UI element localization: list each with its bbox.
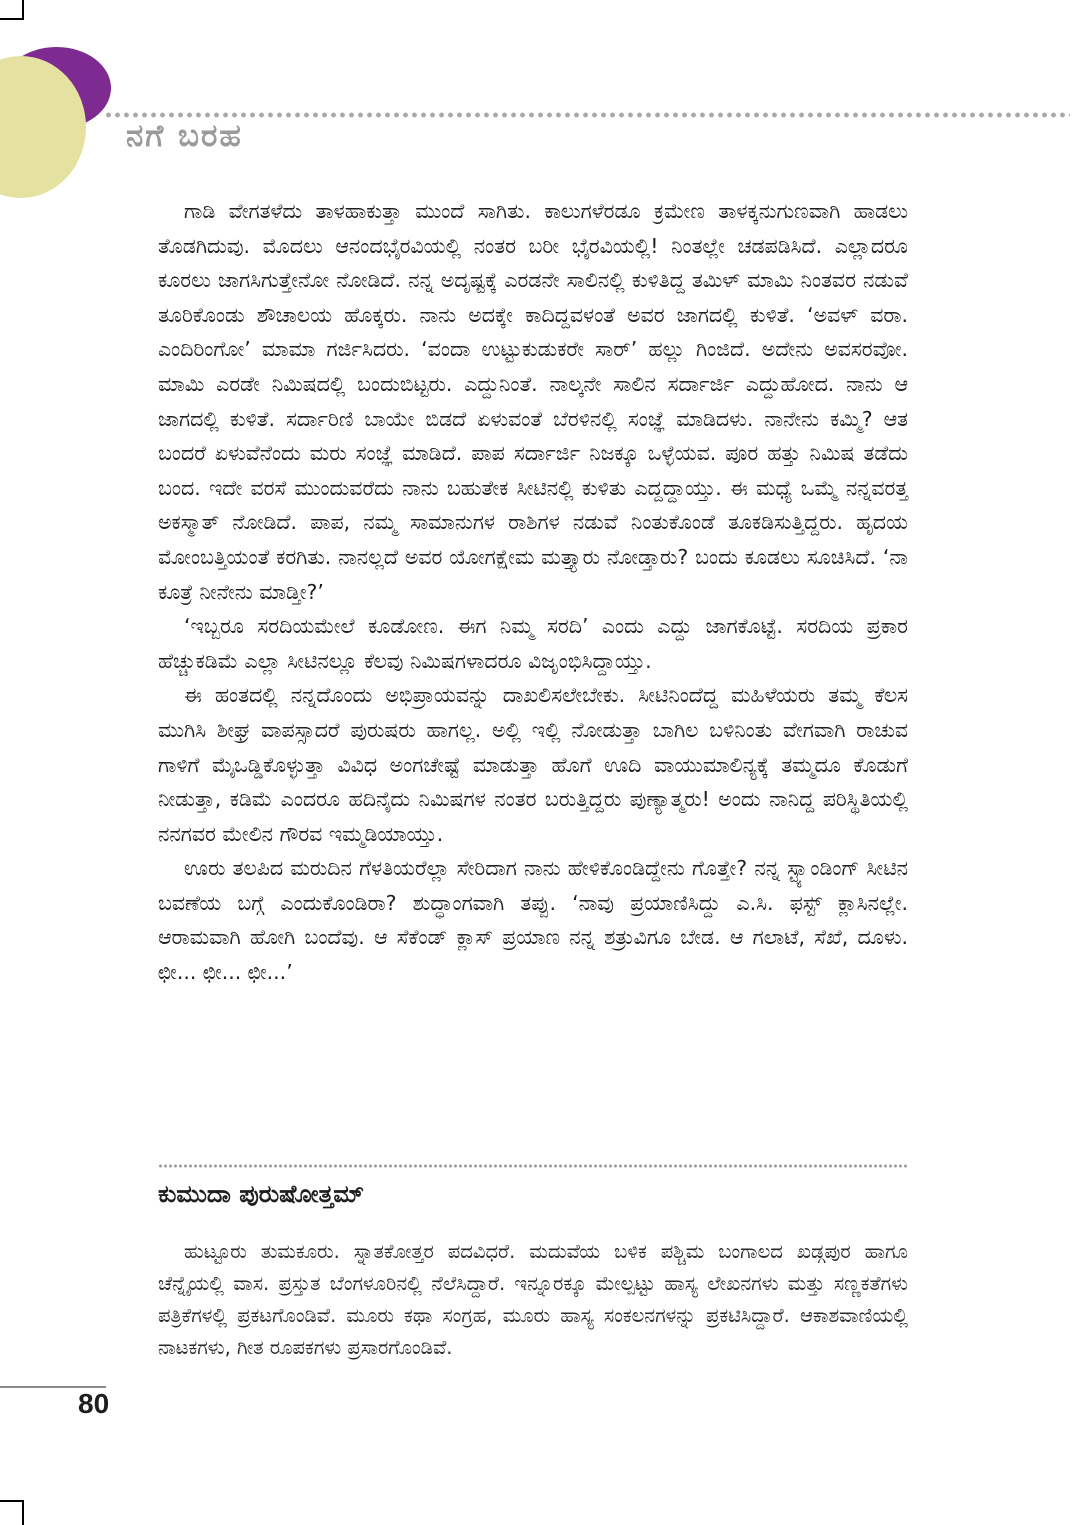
paragraph: ಊರು ತಲಪಿದ ಮರುದಿನ ಗೆಳತಿಯರೆಲ್ಲಾ ಸೇರಿದಾಗ ನಾನು ಹೇಳಿಕೊಂಡಿದ್ದೇನು ಗೊತ್ತೇ? ನನ್ನ ಸ್ಟ್ಯಾಂಡಿಂಗ್ ಸೀಟಿನ ಬವಣೆಯ ಬಗ್ಗೆ ಎಂದುಕೊಂಡಿರಾ? ಶುದ್ಧಾಂಗವಾಗಿ ತಪ್ಪು. ‘ನಾವು ಪ್ರಯಾಣಿಸಿದ್ದು ಎ.ಸಿ. ಫಸ್ಟ್ ಕ್ಲಾಸಿನಲ್ಲೇ. ಆರಾಮವಾಗಿ ಹೋಗಿ ಬಂದೆವು. ಆ ಸೆಕೆಂಡ್ ಕ್ಲಾಸ್ ಪ್ರಯಾಣ ನನ್ನ ಶತ್ರುವಿಗೂ ಬೇಡ. ಆ ಗಲಾಟೆ, ಸೆಖೆ, ದೂಳು. ಛೀ... ಛೀ... ಛೀ...’	[158, 856, 908, 985]
section-title: ನಗೆ ಬರಹ	[126, 118, 243, 154]
header-dotted-rule	[104, 112, 1070, 118]
paragraph: ‘ಇಬ್ಬರೂ ಸರದಿಯಮೇಲೆ ಕೂಡೋಣ. ಈಗ ನಿಮ್ಮ ಸರದಿ’ ಎಂದು ಎದ್ದು ಜಾಗಕೊಟ್ಟೆ. ಸರದಿಯ ಪ್ರಕಾರ ಹೆಚ್ಚುಕಡಿಮೆ ಎಲ್ಲಾ ಸೀಟಿನಲ್ಲೂ ಕೆಲವು ನಿಮಿಷಗಳಾದರೂ ವಿಜೃಂಭಿಸಿದ್ದಾಯ್ತು.	[158, 614, 908, 673]
crop-mark-bottom-left-h	[0, 1500, 24, 1502]
crop-mark-top-left-v	[22, 0, 24, 20]
author-separator	[158, 1164, 908, 1168]
author-bio: ಹುಟ್ಟೂರು ತುಮಕೂರು. ಸ್ನಾತಕೋತ್ತರ ಪದವಿಧರೆ. ಮದುವೆಯ ಬಳಿಕ ಪಶ್ಚಿಮ ಬಂಗಾಲದ ಖಡ್ಗಪುರ ಹಾಗೂ ಚೆನ್ನೈಯಲ್ಲಿ ವಾಸ. ಪ್ರಸ್ತುತ ಬೆಂಗಳೂರಿನಲ್ಲಿ ನೆಲೆಸಿದ್ದಾರೆ. ಇನ್ನೂರಕ್ಕೂ ಮೇಲ್ಪಟ್ಟು ಹಾಸ್ಯ ಲೇಖನಗಳು ಮತ್ತು ಸಣ್ಣಕತೆಗಳು ಪತ್ರಿಕೆಗಳಲ್ಲಿ ಪ್ರಕಟಗೊಂಡಿವೆ. ಮೂರು ಕಥಾ ಸಂಗ್ರಹ, ಮೂರು ಹಾಸ್ಯ ಸಂಕಲನಗಳನ್ನು ಪ್ರಕಟಿಸಿದ್ದಾರೆ. ಆಕಾಶವಾಣಿಯಲ್ಲಿ ನಾಟಕಗಳು, ಗೀತ ರೂಪಕಗಳು ಪ್ರಸಾರಗೊಂಡಿವೆ.	[158, 1240, 908, 1359]
paragraph: ಗಾಡಿ ವೇಗತಳೆದು ತಾಳಹಾಕುತ್ತಾ ಮುಂದೆ ಸಾಗಿತು. ಕಾಲುಗಳೆರಡೂ ಕ್ರಮೇಣ ತಾಳಕ್ಕನುಗುಣವಾಗಿ ಹಾಡಲು ತೊಡಗಿದುವು. ಮೊದಲು ಆನಂದಭೈರವಿಯಲ್ಲಿ ನಂತರ ಬರೀ ಭೈರವಿಯಲ್ಲಿ! ನಿಂತಲ್ಲೇ ಚಡಪಡಿಸಿದೆ. ಎಲ್ಲಾದರೂ ಕೂರಲು ಜಾಗಸಿಗುತ್ತೇನೋ ನೋಡಿದೆ. ನನ್ನ ಅದೃಷ್ಟಕ್ಕೆ ಎರಡನೇ ಸಾಲಿನಲ್ಲಿ ಕುಳಿತಿದ್ದ ತಮಿಳ್ ಮಾಮಿ ನಿಂತವರ ನಡುವೆ ತೂರಿಕೊಂಡು ಶೌಚಾಲಯ ಹೊಕ್ಕರು. ನಾನು ಅದಕ್ಕೇ ಕಾದಿದ್ದವಳಂತೆ ಅವರ ಜಾಗದಲ್ಲಿ ಕುಳಿತೆ. ‘ಅವಳ್ ವರಾ. ಎಂದಿರಿಂಗೋ’ ಮಾಮಾ ಗರ್ಜಿಸಿದರು. ‘ವಂದಾ ಉಟ್ಟುಕುಡುಕರೇ ಸಾರ್’ ಹಲ್ಲು ಗಿಂಜಿದೆ. ಅದೇನು ಅವಸರವೋ. ಮಾಮಿ ಎರಡೇ ನಿಮಿಷದಲ್ಲಿ ಬಂದುಬಿಟ್ಟರು. ಎದ್ದುನಿಂತೆ. ನಾಲ್ಕನೇ ಸಾಲಿನ ಸರ್ದಾರ್ಜಿ ಎದ್ದುಹೋದ. ನಾನು ಆ ಜಾಗದಲ್ಲಿ ಕುಳಿತೆ. ಸರ್ದಾರಿಣಿ ಬಾಯೇ ಬಿಡದೆ ಏಳುವಂತೆ ಬೆರಳಿನಲ್ಲಿ ಸಂಜ್ಞೆ ಮಾಡಿದಳು. ನಾನೇನು ಕಮ್ಮಿ? ಆತ ಬಂದರೆ ಏಳುವೆನೆಂದು ಮರು ಸಂಜ್ಞೆ ಮಾಡಿದೆ. ಪಾಪ ಸರ್ದಾರ್ಜಿ ನಿಜಕ್ಕೂ ಒಳ್ಳೆಯವ. ಪೂರ ಹತ್ತು ನಿಮಿಷ ತಡೆದು ಬಂದ. ಇದೇ ವರಸೆ ಮುಂದುವರೆದು ನಾನು ಬಹುತೇಕ ಸೀಟಿನಲ್ಲಿ ಕುಳಿತು ಎದ್ದದ್ದಾಯ್ತು. ಈ ಮಧ್ಯೆ ಒಮ್ಮೆ ನನ್ನವರತ್ತ ಅಕಸ್ಮಾತ್ ನೋಡಿದೆ. ಪಾಪ, ನಮ್ಮ ಸಾಮಾನುಗಳ ರಾಶಿಗಳ ನಡುವೆ ನಿಂತುಕೊಂಡೆ ತೂಕಡಿಸುತ್ತಿದ್ದರು. ಹೃದಯ ಮೋಂಬತ್ತಿಯಂತೆ ಕರಗಿತು. ನಾನಲ್ಲದೆ ಅವರ ಯೋಗಕ್ಷೇಮ ಮತ್ತ್ಯಾರು ನೋಡ್ತಾರು? ಬಂದು ಕೂಡಲು ಸೂಚಿಸಿದೆ. ‘ನಾ ಕೂತ್ರೆ ನೀನೇನು ಮಾಡ್ತೀ?’	[158, 199, 908, 604]
paragraph: ಈ ಹಂತದಲ್ಲಿ ನನ್ನದೊಂದು ಅಭಿಪ್ರಾಯವನ್ನು ದಾಖಲಿಸಲೇಬೇಕು. ಸೀಟಿನಿಂದೆದ್ದ ಮಹಿಳೆಯರು ತಮ್ಮ ಕೆಲಸ ಮುಗಿಸಿ ಶೀಘ್ರ ವಾಪಸ್ಸಾದರೆ ಪುರುಷರು ಹಾಗಲ್ಲ. ಅಲ್ಲಿ ಇಲ್ಲಿ ನೋಡುತ್ತಾ ಬಾಗಿಲ ಬಳಿನಿಂತು ವೇಗವಾಗಿ ರಾಚುವ ಗಾಳಿಗೆ ಮೈಒಡ್ಡಿಕೊಳ್ಳುತ್ತಾ ವಿವಿಧ ಅಂಗಚೇಷ್ಟೆ ಮಾಡುತ್ತಾ ಹೊಗೆ ಊದಿ ವಾಯುಮಾಲಿನ್ಯಕ್ಕೆ ತಮ್ಮದೂ ಕೊಡುಗೆ ನೀಡುತ್ತಾ, ಕಡಿಮೆ ಎಂದರೂ ಹದಿನೈದು ನಿಮಿಷಗಳ ನಂತರ ಬರುತ್ತಿದ್ದರು ಪುಣ್ಯಾತ್ಮರು! ಅಂದು ನಾನಿದ್ದ ಪರಿಸ್ಥಿತಿಯಲ್ಲಿ ನನಗವರ ಮೇಲಿನ ಗೌರವ ಇಮ್ಮಡಿಯಾಯ್ತು.	[158, 683, 908, 846]
crop-mark-bottom-left-v	[22, 1500, 24, 1525]
article-body	[158, 194, 908, 990]
crop-mark-top-left-h	[0, 18, 24, 20]
page-number: 80	[78, 1388, 110, 1419]
author-name: ಕುಮುದಾ ಪುರುಷೋತ್ತಮ್	[158, 1180, 364, 1208]
